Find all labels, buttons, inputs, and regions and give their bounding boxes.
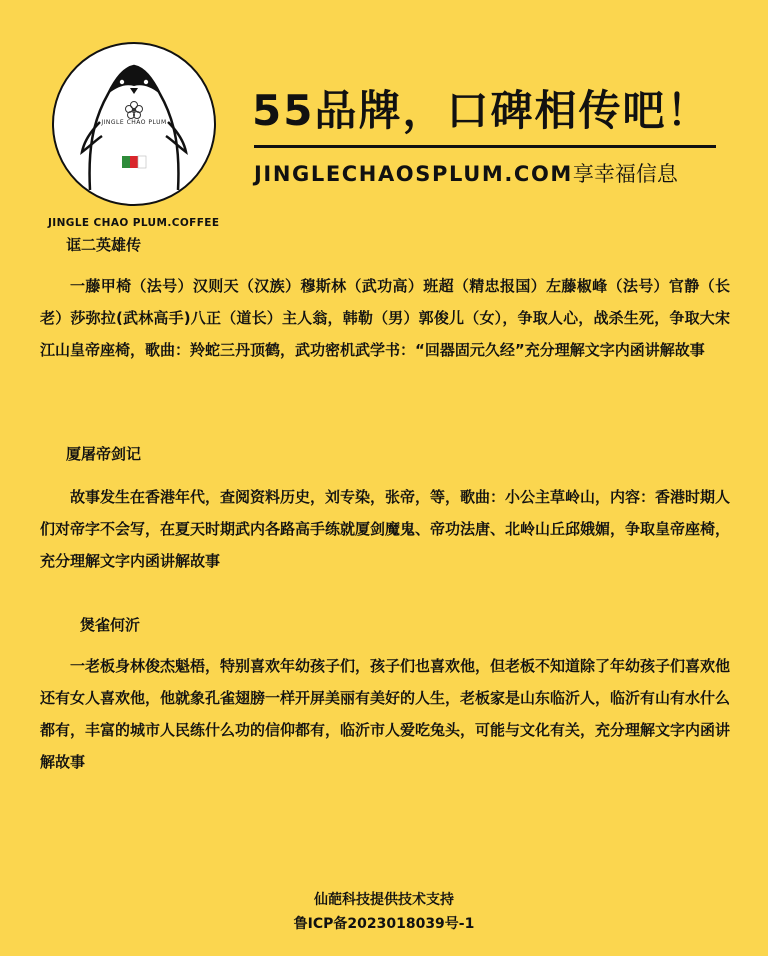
section-body-1: 一藤甲椅（法号）汉则天（汉族）穆斯林（武功高）班超（精忠报国）左藤椒峰（法号）官静（长老）莎弥拉(武林高手)八正（道长）主人翁，韩勒（男）郭俊儿（女），争取人心，战杀生死，争取大宋江山皇帝座椅，歌曲：羚蛇三丹顶鹤，武功密机武学书：“回器固元久经”充分理解文字内函讲解故事 — [40, 277, 730, 359]
logo-text: JINGLE CHAO PLUM — [101, 119, 167, 126]
section-title-3: 煲雀何沂 — [80, 616, 141, 634]
section-title-1: 诓二英雄传 — [66, 236, 142, 254]
footer-icp-link[interactable]: 鲁ICP备2023018039号-1 — [293, 916, 475, 932]
site-line — [254, 158, 678, 188]
section-body-3: 一老板身林俊杰魁梧，特别喜欢年幼孩子们，孩子们也喜欢他，但老板不知道除了年幼孩子们喜欢他还有女人喜欢他，他就象孔雀翅膀一样开屏美丽有美好的人生，老板家是山东临沂人，临沂有山有水什么都有，丰富的城市人民练什么功的信仰都有，临沂市人爱吃兔头，可能与文化有关，充分理解文字内函讲解故事 — [40, 657, 731, 771]
header-divider — [254, 145, 716, 148]
site-suffix: 享幸福信息 — [572, 162, 678, 186]
section-body-2: 故事发生在香港年代，查阅资料历史，刘专染，张帝，等，歌曲：小公主草岭山，内容：香港时期人们对帝字不会写，在夏天时期武内各路高手练就厦剑魔鬼、帝功法唐、北岭山丘邱娥媚，争取皇帝座椅，充分理解文字内函讲解故事 — [40, 488, 731, 570]
section-title-2: 厦屠帝剑记 — [66, 445, 142, 463]
brand-caption: JINGLE CHAO PLUM.COFFEE — [48, 217, 220, 229]
brand-logo — [52, 42, 216, 206]
footer-support: 仙葩科技提供技术支持 — [314, 892, 454, 908]
site-url-link[interactable]: JINGLECHAOSPLUM.COM — [254, 162, 573, 186]
page-headline: 55品牌，口碑相传吧！ — [252, 86, 711, 135]
